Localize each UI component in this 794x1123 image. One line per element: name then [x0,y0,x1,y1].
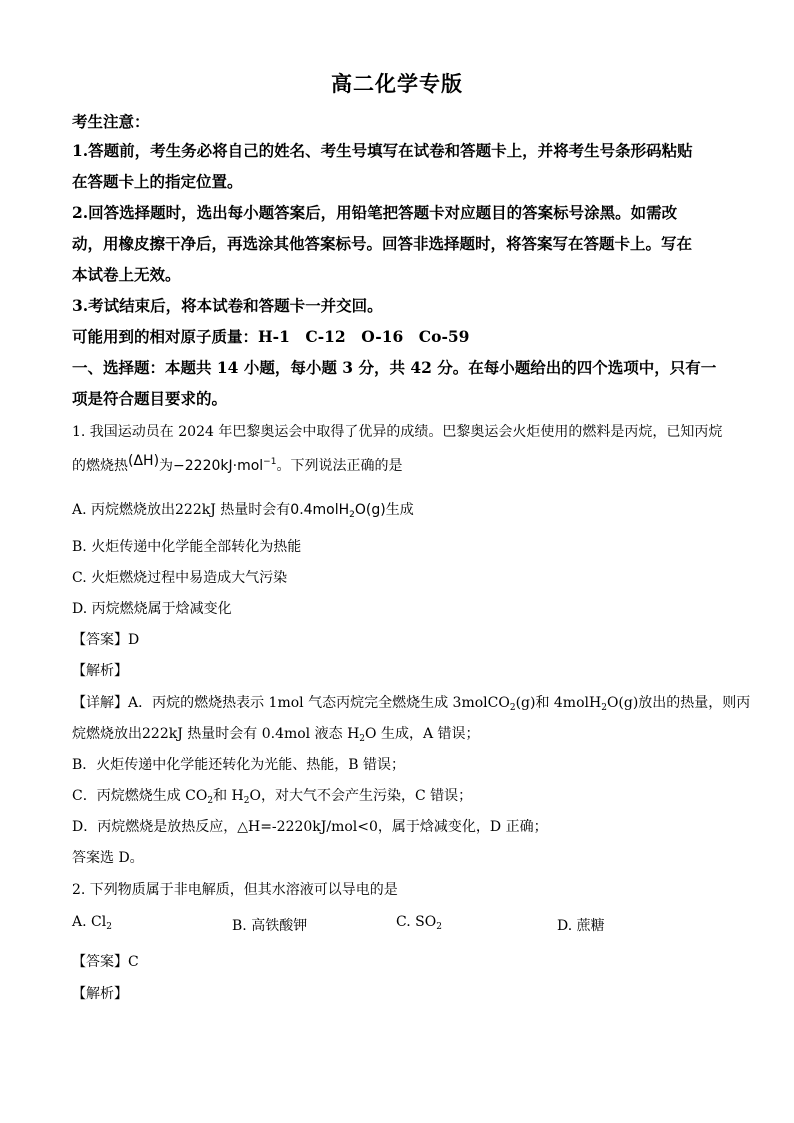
q1-stem-wei: 为 [159,458,174,474]
notice-line-3: 2.回答选择题时，选出每小题答案后，用铅笔把答题卡对应题目的答案标号涂黑。如需改 [72,203,678,222]
q2-option-c-formula: SO [415,914,437,930]
q1-option-a-sub: 2 [349,510,355,520]
q1-option-b: B. 火炬传递中化学能全部转化为热能 [72,539,302,555]
q2-analysis-label: 【解析】 [72,986,128,1002]
q1-detail-4b: 和 H [213,788,244,804]
q1-detail-line-2 [72,723,732,744]
q1-detail-2b: O 生成，A 错误； [365,726,480,742]
q1-option-a-formula-2: O(g) [354,502,386,518]
notice-line-5: 本试卷上无效。 [72,265,181,284]
atomic-mass-line: 可能用到的相对原子质量：H-1 C-12 O-16 Co-59 [72,327,470,346]
notice-line-2: 在答题卡上的指定位置。 [72,172,243,191]
q2-option-c-sub: 2 [436,922,442,932]
notice-line-6: 3.考试结束后，将本试卷和答题卡一并交回。 [72,296,383,315]
q1-detail-2a: 烷燃烧放出222kJ 热量时会有 0.4mol 液态 H [72,726,360,742]
q1-detail-1-sub-1: 2 [509,703,516,713]
q1-option-a [72,499,732,520]
q2-option-a [72,914,112,932]
section-heading-line-1: 一、选择题：本题共 14 小题，每小题 3 分，共 42 分。在每小题给出的四个选项中，只有一 [72,358,717,377]
q1-stem-line-1: 1. 我国运动员在 2024 年巴黎奥运会中取得了优异的成绩。巴黎奥运会火炬使用的燃料是丙烷，已知丙烷 [72,424,723,440]
q1-option-d: D. 丙烷燃烧属于焓减变化 [72,601,232,617]
q2-option-b: B. 高铁酸钾 [232,918,308,934]
q1-detail-4a: C．丙烷燃烧生成 CO [72,788,208,804]
notice-line-4: 动，用橡皮擦干净后，再选涂其他答案标号。回答非选择题时，将答案写在答题卡上。写在 [72,234,693,253]
q2-option-c-letter: C. [396,914,411,930]
q2-option-a-letter: A. [72,914,87,930]
q1-detail-1b: (g)和 4molH [515,695,602,711]
q1-delta-h: (ΔH) [128,453,160,469]
q1-detail-line-1 [72,692,751,713]
q1-option-a-end: 生成 [385,502,414,518]
q2-answer: 【答案】C [72,954,139,970]
q2-option-d: D. 蔗糖 [557,918,605,934]
q1-detail-4c: O，对大气不会产生污染，C 错误； [249,788,473,804]
q1-detail-4-sub-1: 2 [207,796,214,806]
q1-detail-line-5: D．丙烷燃烧是放热反应，△H=-2220kJ/mol<0，属于焓减变化，D 正确； [72,819,548,835]
q1-detail-2-sub: 2 [359,734,366,744]
q1-analysis-label: 【解析】 [72,663,128,679]
q1-option-a-text: A. 丙烷燃烧放出222kJ 热量时会有 [72,502,291,518]
q1-stem-end: 。下列说法正确的是 [276,458,403,474]
notice-line-1: 1.答题前，考生务必将自己的姓名、考生号填写在试卷和答题卡上，并将考生号条形码粘贴 [72,141,693,160]
q2-stem: 2. 下列物质属于非电解质，但其水溶液可以导电的是 [72,882,398,898]
q1-detail-1-sub-2: 2 [601,703,607,713]
q2-option-a-sub: 2 [106,922,112,932]
section-heading-line-2: 项是符合题目要求的。 [72,389,228,408]
q1-detail-line-6: 答案选 D。 [72,850,144,866]
q1-detail-1a: 【详解】A．丙烷的燃烧热表示 1mol 气态丙烷完全燃烧生成 3molCO [72,695,510,711]
q1-option-a-formula: 0.4molH [290,502,350,518]
page-title: 高二化学专版 [331,71,463,96]
notice-heading: 考生注意： [72,112,150,131]
q1-answer: 【答案】D [72,632,140,648]
q1-detail-1c: O(g)放出的热量，则丙 [606,695,751,711]
q1-enthalpy-value: −2220kJ·mol [173,458,264,474]
q2-option-c [396,914,442,932]
q1-detail-4-sub-2: 2 [243,796,250,806]
q1-detail-line-4 [72,785,732,806]
q1-enthalpy-exp: −1 [263,457,277,467]
q1-stem-text: 的燃烧热 [72,458,128,474]
q1-detail-line-3: B．火炬传递中化学能还转化为光能、热能，B 错误； [72,757,406,773]
q2-option-a-formula: Cl [91,914,107,930]
q1-option-c: C. 火炬燃烧过程中易造成大气污染 [72,570,288,586]
q1-stem-line-2 [72,455,732,475]
